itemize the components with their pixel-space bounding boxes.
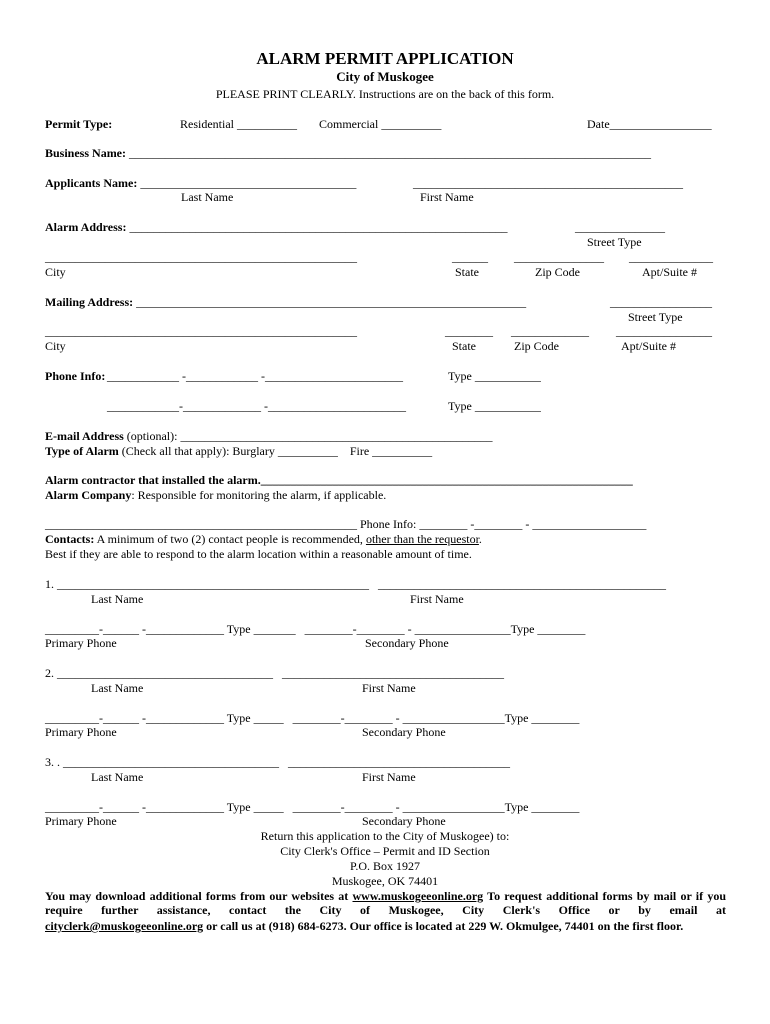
- alarm-company-row: [45, 489, 386, 501]
- mailing-apt-line[interactable]: ________________: [616, 324, 712, 338]
- applicant-row[interactable]: [45, 177, 356, 189]
- footer-text-2: To request additional forms by mail or if you require further assistance, contact the City of Muskogee, City Clerk's Office or by email at: [45, 889, 727, 917]
- contact-2-secondary-caption: Secondary Phone: [362, 725, 446, 739]
- return-line-1: Return this application to the City of Muskogee) to:: [260, 829, 510, 843]
- mailing-apt-caption: Apt/Suite #: [621, 339, 677, 353]
- contact-3-name-field[interactable]: 3. . ____________________________________ _____________________________________: [45, 755, 510, 769]
- return-line-3: P.O. Box 1927: [349, 859, 420, 873]
- footer-text-1: You may download additional forms from our websites at: [45, 889, 353, 903]
- instructions: PLEASE PRINT CLEARLY. Instructions are on the back of this form.: [215, 87, 555, 101]
- contact-1-secondary-caption: Secondary Phone: [365, 636, 449, 650]
- alarm-contractor-field[interactable]: Alarm contractor that installed the alarm.______________________________________________________________: [45, 473, 633, 487]
- city-subtitle: City of Muskogee: [336, 69, 434, 84]
- alarm-type-label: Type of Alarm: [45, 444, 119, 458]
- phone-1-type[interactable]: Type ___________: [448, 369, 541, 383]
- footer-last-line: [45, 919, 683, 933]
- alarm-state-line[interactable]: ______: [452, 250, 488, 264]
- contact-1-name-field[interactable]: 1. ____________________________________________________ ________________________________________________: [45, 577, 666, 591]
- alarm-type-options[interactable]: (Check all that apply): Burglary __________ Fire __________: [118, 444, 433, 458]
- mailing-state-caption: State: [452, 339, 476, 353]
- contact-1-phone-field[interactable]: _________-______ -_____________ Type _______ ________-________ - ________________Type ________: [45, 622, 586, 636]
- mailing-address-label: Mailing Address:: [45, 295, 134, 309]
- alarm-company-phone-field[interactable]: ____________________________________________________ Phone Info: ________ -________ - ___________________: [45, 517, 647, 531]
- alarm-apt-line[interactable]: ______________: [629, 250, 713, 264]
- business-name-label: Business Name:: [45, 146, 127, 160]
- alarm-street-type-caption: Street Type: [587, 235, 642, 249]
- email-label: E-mail Address: [45, 429, 124, 443]
- applicant-last-caption: Last Name: [181, 190, 234, 204]
- applicant-last-line[interactable]: ____________________________________: [137, 176, 357, 190]
- alarm-state-caption: State: [455, 265, 479, 279]
- contact-1-primary-caption: Primary Phone: [45, 636, 117, 650]
- alarm-company-note: : Responsible for monitoring the alarm, if applicable.: [131, 488, 387, 502]
- alarm-city-line[interactable]: ____________________________________________________: [45, 250, 357, 264]
- alarm-apt-caption: Apt/Suite #: [642, 265, 698, 279]
- contact-3-last-caption: Last Name: [91, 770, 144, 784]
- contact-1-last-caption: Last Name: [91, 592, 144, 606]
- mailing-address-line[interactable]: _________________________________________________________________: [133, 295, 527, 309]
- contact-2-phone-field[interactable]: _________-______ -_____________ Type _____ ________-________ - _________________Type ________: [45, 711, 580, 725]
- mailing-city-caption: City: [45, 339, 66, 353]
- business-name-row[interactable]: [45, 147, 651, 159]
- phone-info-label: Phone Info:: [45, 369, 106, 383]
- contact-2-primary-caption: Primary Phone: [45, 725, 117, 739]
- mailing-zip-caption: Zip Code: [514, 339, 559, 353]
- alarm-type-row[interactable]: [45, 445, 432, 457]
- alarm-address-label: Alarm Address:: [45, 220, 127, 234]
- contacts-period: .: [478, 532, 482, 546]
- footer-paragraph: [45, 889, 726, 917]
- phone-1-field[interactable]: ____________ -____________ -_______________________: [107, 369, 403, 383]
- contact-2-name-field[interactable]: 2. ____________________________________ _____________________________________: [45, 666, 504, 680]
- mailing-street-type-line[interactable]: _________________: [610, 295, 712, 309]
- mailing-state-line[interactable]: ________: [445, 324, 493, 338]
- contact-1-first-caption: First Name: [410, 592, 464, 606]
- contact-3-first-caption: First Name: [362, 770, 416, 784]
- mailing-address-row[interactable]: [45, 296, 526, 308]
- return-line-4: Muskogee, OK 74401: [331, 874, 439, 888]
- mailing-city-line[interactable]: ____________________________________________________: [45, 324, 357, 338]
- phone-2-type[interactable]: Type ___________: [448, 399, 541, 413]
- email-link[interactable]: cityclerk@muskogeeonline.org: [45, 919, 204, 933]
- contacts-label: Contacts:: [45, 532, 95, 546]
- email-line[interactable]: (optional): ____________________________________________________: [123, 429, 493, 443]
- contact-3-primary-caption: Primary Phone: [45, 814, 117, 828]
- alarm-zip-caption: Zip Code: [535, 265, 580, 279]
- alarm-address-row[interactable]: [45, 221, 507, 233]
- commercial-field[interactable]: Commercial __________: [319, 117, 442, 131]
- phone-2-field[interactable]: ____________-_____________ -_______________________: [107, 399, 406, 413]
- mailing-street-type-caption: Street Type: [628, 310, 683, 324]
- email-row[interactable]: [45, 430, 492, 442]
- alarm-street-type-line[interactable]: _______________: [575, 220, 665, 234]
- contacts-note: [45, 533, 482, 545]
- applicant-first-line[interactable]: _____________________________________________: [413, 176, 683, 190]
- alarm-zip-line[interactable]: _______________: [514, 250, 604, 264]
- mailing-zip-line[interactable]: _____________: [511, 324, 589, 338]
- alarm-address-line[interactable]: _______________________________________________________________: [126, 220, 508, 234]
- contact-2-last-caption: Last Name: [91, 681, 144, 695]
- permit-type-label: Permit Type:: [45, 117, 113, 131]
- website-link[interactable]: www.muskogeeonline.org: [352, 889, 484, 903]
- contact-2-first-caption: First Name: [362, 681, 416, 695]
- date-field[interactable]: Date_________________: [587, 117, 712, 131]
- contacts-text: A minimum of two (2) contact people is recommended,: [94, 532, 366, 546]
- contact-3-secondary-caption: Secondary Phone: [362, 814, 446, 828]
- applicant-first-caption: First Name: [420, 190, 474, 204]
- page-title: ALARM PERMIT APPLICATION: [256, 49, 514, 68]
- return-line-2: City Clerk's Office – Permit and ID Section: [280, 844, 490, 858]
- alarm-city-caption: City: [45, 265, 66, 279]
- business-name-line[interactable]: _______________________________________________________________________________________: [126, 146, 652, 160]
- contacts-underlined: other than the requestor: [365, 532, 479, 546]
- contacts-note-2: Best if they are able to respond to the alarm location within a reasonable amount of time.: [45, 547, 472, 561]
- contact-3-phone-field[interactable]: _________-______ -_____________ Type _____ ________-________ - _________________Type ________: [45, 800, 580, 814]
- footer-text-3: or call us at (918) 684-6273. Our office is located at 229 W. Okmulgee, 74401 on the first floor.: [203, 919, 684, 933]
- alarm-company-label: Alarm Company: [45, 488, 132, 502]
- residential-field[interactable]: Residential __________: [180, 117, 297, 131]
- applicant-label: Applicants Name:: [45, 176, 138, 190]
